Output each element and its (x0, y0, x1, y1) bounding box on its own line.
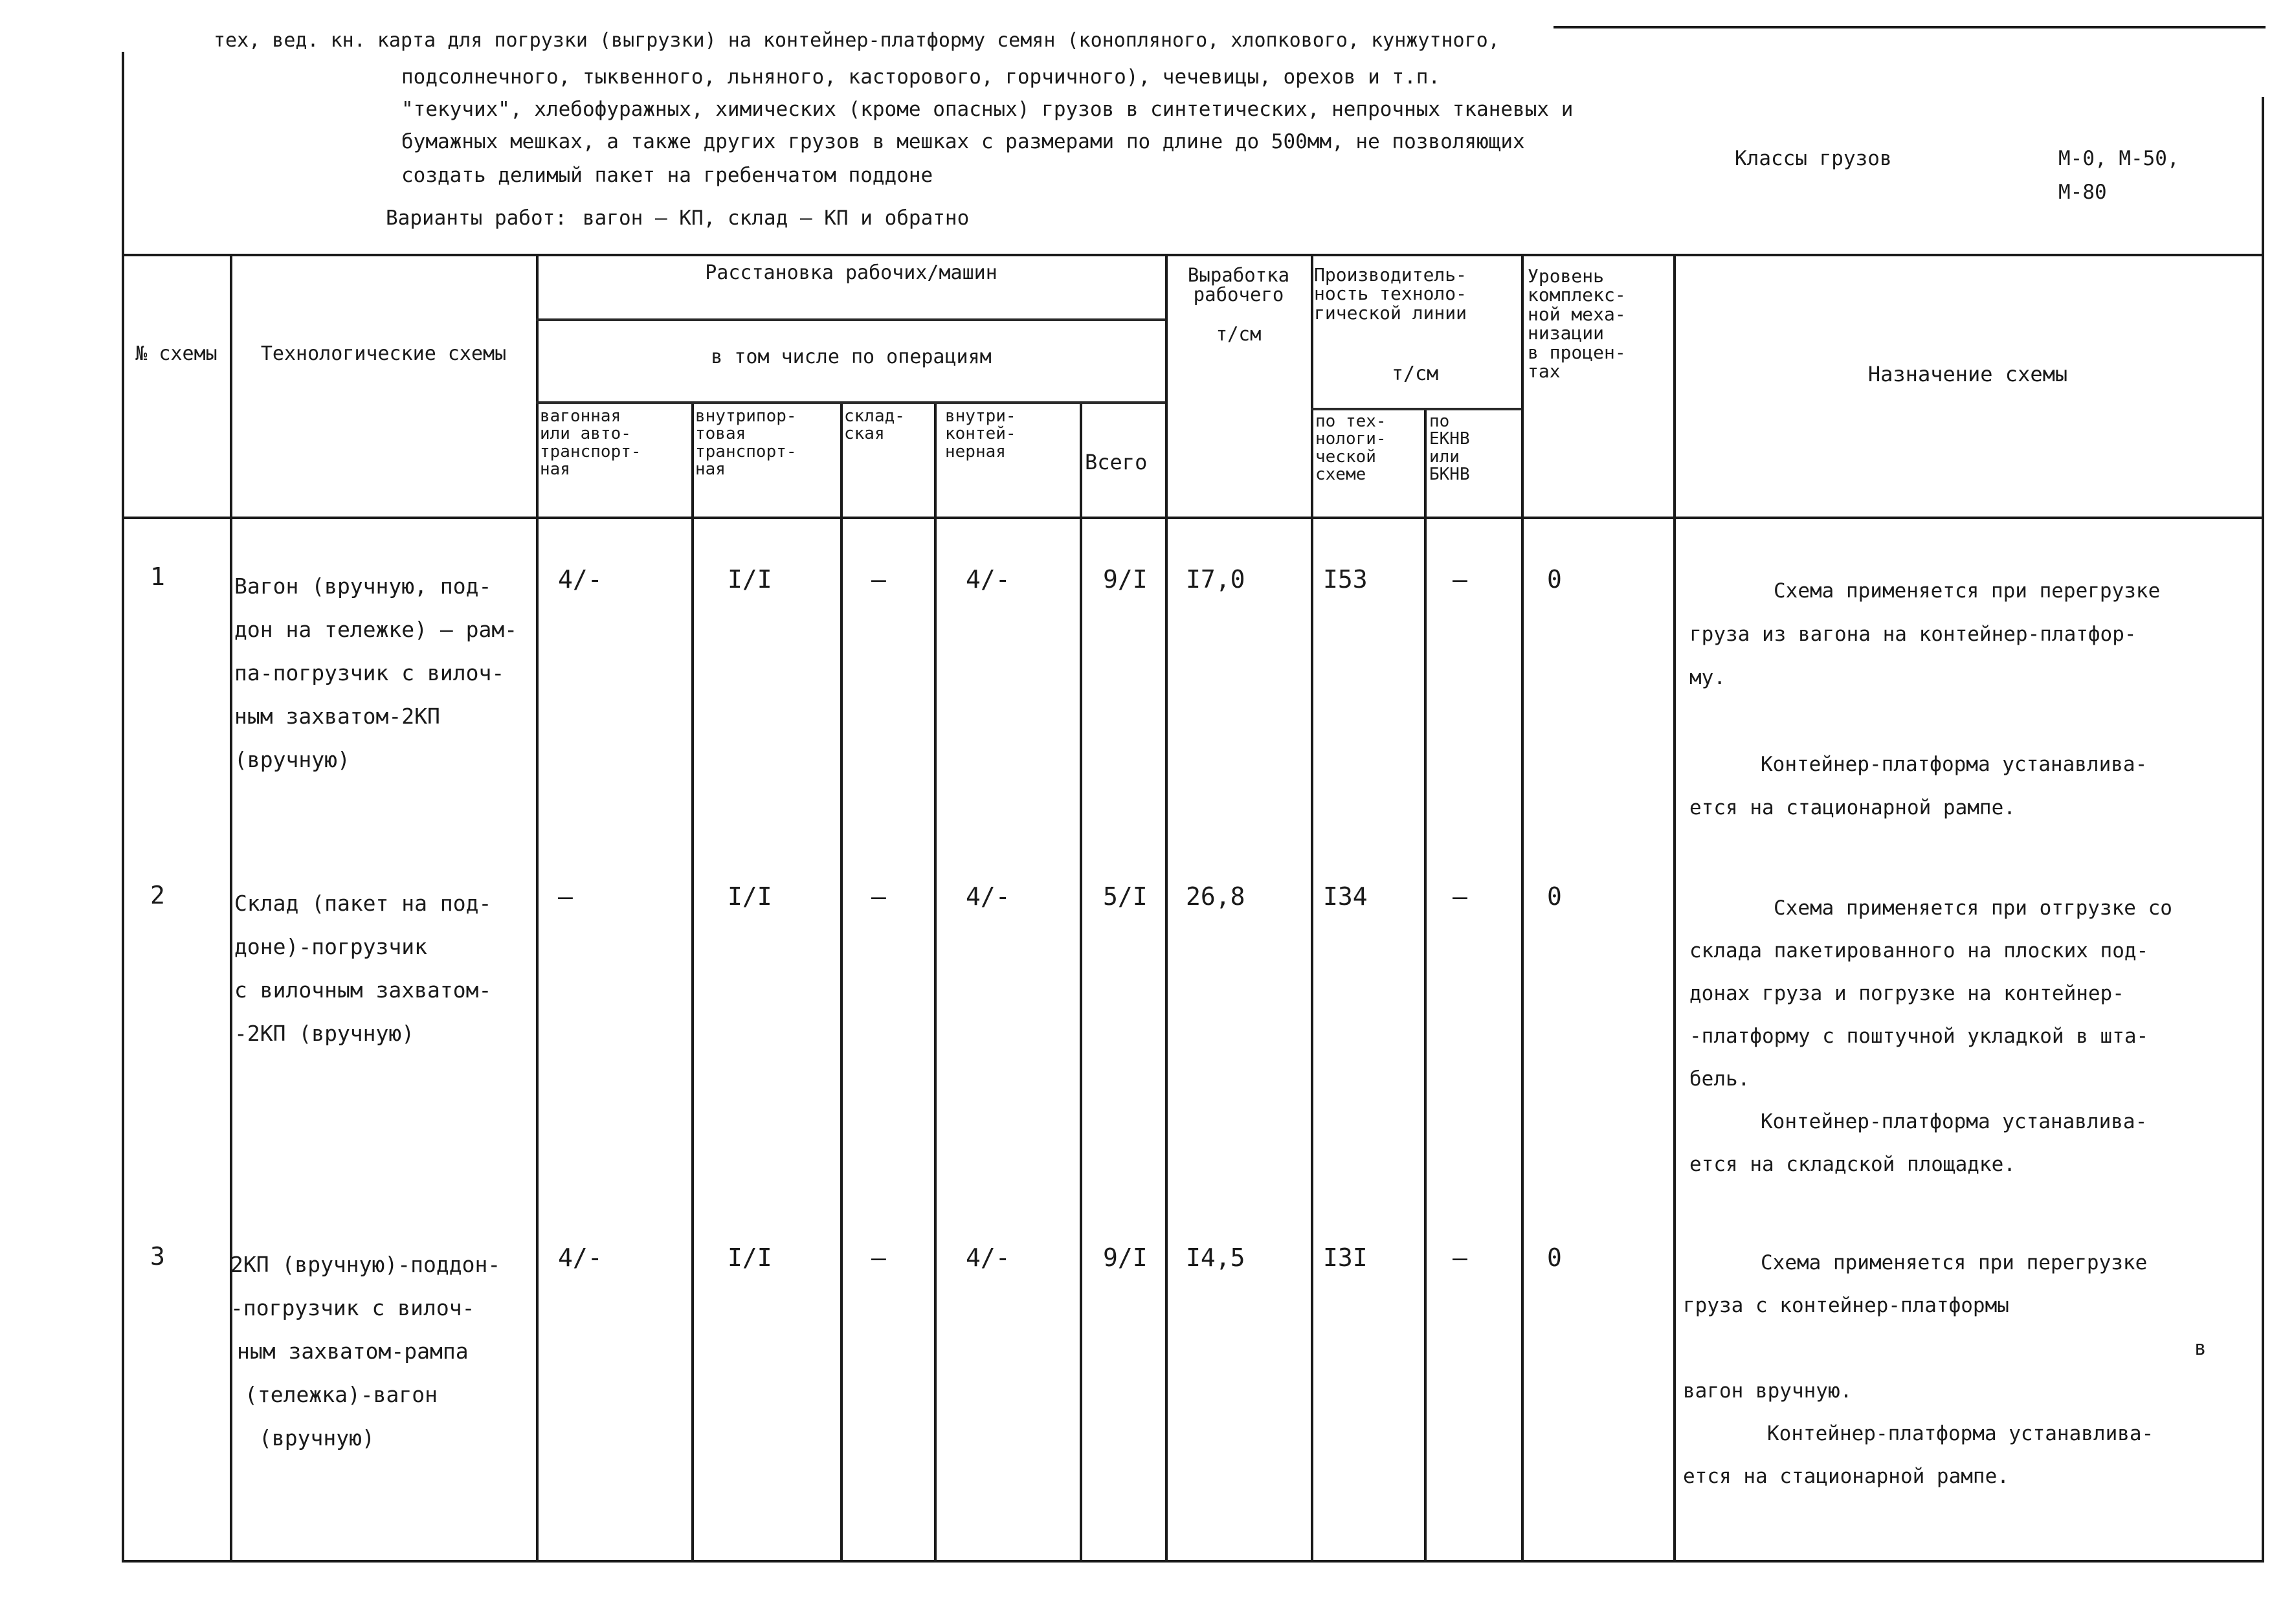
col-header-intracontainer-l3: нерная (945, 441, 1006, 462)
col-header-wagon-l2: или авто- (540, 424, 631, 444)
row-2-purpose-l4: -платформу с поштучной укладкой в шта- (1689, 1025, 2149, 1048)
top-rule (1554, 26, 2266, 28)
ops-sub-rule (536, 401, 1165, 404)
row-1-purpose-l1: Схема применяется при перегрузке (1774, 579, 2161, 603)
row-3-mech: 0 (1547, 1243, 1562, 1272)
row-3-tech (230, 1243, 500, 1460)
row-3-tech-l2: -погрузчик с вилоч- (230, 1295, 475, 1320)
col-header-by-scheme-l4: схеме (1315, 464, 1366, 484)
col-header-output-l1: Выработка (1187, 264, 1290, 286)
col-sep-6 (1080, 401, 1082, 1560)
col-header-by-ekn-l2: ЕКНВ (1429, 429, 1470, 449)
row-2-purpose (1689, 887, 2172, 1186)
row-1-mech: 0 (1547, 565, 1562, 594)
col-header-by-ops: в том числе по операциям (711, 346, 992, 368)
row-3-tech-l4: (тележка)-вагон (245, 1382, 438, 1407)
row-2-tech-l1: Склад (пакет на под- (234, 891, 492, 916)
col-header-placement: Расстановка рабочих/машин (705, 261, 997, 284)
col-sep-7 (1165, 254, 1168, 1560)
col-header-intracontainer-l2: контей- (945, 424, 1016, 444)
col-header-mech-l2: комплекс- (1528, 284, 1626, 306)
title-line-2: подсолнечного, тыквенного, льняного, касторового, горчичного), чечевицы, орехов и т.п. (401, 65, 1441, 89)
row-2-tech (234, 882, 491, 1055)
col-header-by-ekn-l3: или (1429, 447, 1460, 467)
col-header-intracontainer-l1: внутри- (945, 406, 1016, 426)
variants-label: Варианты работ: (386, 206, 567, 230)
row-3-num: 3 (150, 1242, 165, 1271)
row-1-purpose-l3: му. (1689, 666, 1726, 689)
col-header-intracontainer (945, 408, 1016, 461)
col-header-output-l2: рабочего (1193, 284, 1284, 306)
col-header-mech-l1: Уровень (1528, 265, 1605, 287)
row-3-output: I4,5 (1186, 1243, 1245, 1272)
row-2-purpose-l3: донах груза и погрузке на контейнер- (1689, 982, 2124, 1005)
row-2-mech: 0 (1547, 882, 1562, 911)
row-2-warehouse: – (871, 882, 886, 911)
row-2-by-scheme: I34 (1323, 882, 1368, 911)
row-2-purpose-l6: Контейнер-платформа устанавлива- (1761, 1110, 2148, 1133)
row-1-purpose-l2: груза из вагона на контейнер-платфор- (1689, 623, 2137, 646)
row-2-tech-l2: доне)-погрузчик (234, 934, 428, 959)
header-top-rule (122, 254, 2264, 256)
row-1-purpose-l5: Контейнер-платформа устанавлива- (1761, 753, 2148, 776)
col-header-mechanization (1528, 267, 1626, 381)
row-2-purpose-l1: Схема применяется при отгрузке со (1774, 896, 2172, 920)
row-1-tech-l3: па-погрузчик с вилоч- (234, 660, 505, 685)
row-3-total: 9/I (1103, 1243, 1148, 1272)
col-header-warehouse-l2: ская (844, 424, 885, 444)
col-header-by-scheme-l2: нологи- (1315, 429, 1387, 449)
row-3-intraport: I/I (728, 1243, 772, 1272)
title-line-1: тех, вед. кн. карта для погрузки (выгрузки) на контейнер-платформу семян (конопляного, хлопкового, кунжутного, (214, 29, 1500, 52)
col-header-intraport-l4: ная (695, 459, 726, 479)
row-1-tech-l5: (вручную) (234, 747, 350, 772)
col-header-purpose: Назначение схемы (1867, 362, 2068, 386)
row-3-warehouse: – (871, 1243, 886, 1272)
row-1-tech (234, 564, 517, 781)
col-header-intraport-l2: товая (695, 424, 746, 444)
col-header-wagon-l4: ная (540, 459, 570, 479)
col-header-mech-l6: тах (1528, 360, 1561, 382)
col-header-by-scheme (1315, 413, 1387, 484)
col-header-intraport (695, 408, 797, 478)
col-header-productivity-l2: ность техноло- (1314, 283, 1467, 305)
title-line-3: "текучих", хлебофуражных, химических (кроме опасных) грузов в синтетических, непрочных тканевых и (401, 98, 1574, 121)
col-header-by-scheme-l3: ческой (1315, 447, 1376, 467)
header-bottom-rule (122, 517, 2264, 519)
row-1-total: 9/I (1103, 565, 1148, 594)
col-header-by-ekn-l1: по (1429, 412, 1450, 431)
col-sep-11 (1673, 254, 1676, 1560)
col-header-tech (233, 343, 534, 366)
col-header-mech-l4: низации (1528, 322, 1605, 344)
row-1-intraport: I/I (728, 565, 772, 594)
row-1-output: I7,0 (1186, 565, 1245, 594)
col-header-productivity-l1: Производитель- (1314, 264, 1467, 285)
col-header-wagon-l1: вагонная (540, 406, 621, 426)
col-header-warehouse-l1: склад- (844, 406, 905, 426)
row-2-purpose-l7: ется на складской площадке. (1689, 1153, 2016, 1176)
title-line-5: создать делимый пакет на гребенчатом поддоне (401, 164, 933, 187)
frame-left (122, 52, 124, 1560)
row-3-wagon: 4/- (558, 1243, 603, 1272)
col-sep-8 (1311, 254, 1313, 1560)
row-3-tech-l1: 2КП (вручную)-поддон- (230, 1252, 501, 1277)
col-header-productivity (1314, 265, 1467, 322)
cargo-class-value-2: М-80 (2058, 181, 2107, 204)
row-3-by-scheme: I3I (1323, 1243, 1368, 1272)
row-3-purpose-l3: в (2194, 1337, 2207, 1360)
row-2-by-ekn: – (1453, 882, 1467, 911)
row-2-output: 26,8 (1186, 882, 1245, 911)
row-1-tech-l1: Вагон (вручную, под- (234, 573, 492, 599)
row-3-purpose-l1: Схема применяется при перегрузке (1761, 1251, 2148, 1274)
row-1-warehouse: – (871, 565, 886, 594)
col-sep-10 (1521, 254, 1524, 1560)
row-3-purpose-l4: вагон вручную. (1683, 1379, 1853, 1403)
row-3-tech-l3: ным захватом-рампа (237, 1339, 469, 1364)
col-header-intraport-l3: транспорт- (695, 441, 797, 462)
col-header-productivity-unit: т/см (1392, 362, 1439, 385)
row-1-purpose-l6: ется на стационарной рампе. (1689, 796, 2016, 819)
col-header-mech-l3: ной меха- (1528, 303, 1626, 325)
col-header-output-l3 (1169, 305, 1308, 324)
row-2-intracontainer: 4/- (966, 882, 1010, 911)
placement-sub-rule (536, 318, 1165, 321)
col-header-num (123, 343, 230, 366)
row-2-tech-l3: с вилочным захватом- (234, 977, 492, 1003)
row-2-num: 2 (150, 881, 165, 909)
row-3-purpose-l6: ется на стационарной рампе. (1683, 1465, 2009, 1488)
col-header-by-ekn (1429, 413, 1470, 484)
row-1-tech-l4: ным захватом-2КП (234, 704, 440, 729)
col-header-wagon-l3: транспорт- (540, 441, 641, 462)
row-1-wagon: 4/- (558, 565, 603, 594)
col-sep-4 (840, 401, 843, 1560)
col-header-by-scheme-l1: по тех- (1315, 412, 1387, 431)
col-header-by-ekn-l4: БКНВ (1429, 464, 1470, 484)
col-header-intraport-l1: внутрипор- (695, 406, 797, 426)
row-3-tech-l5: (вручную) (259, 1425, 375, 1451)
productivity-sub-rule (1311, 408, 1521, 410)
col-header-output-l4: т/см (1216, 323, 1262, 346)
col-header-mech-l5: в процен- (1528, 341, 1626, 363)
row-3-by-ekn: – (1453, 1243, 1467, 1272)
col-sep-9 (1424, 408, 1427, 1560)
title-line-4: бумажных мешках, а также других грузов в мешках с размерами по длине до 500мм, не позволяющих (401, 130, 1525, 153)
row-2-tech-l4: -2КП (вручную) (234, 1021, 415, 1046)
row-3-purpose-l5: Контейнер-платформа устанавлива- (1767, 1422, 2154, 1445)
row-2-intraport: I/I (728, 882, 772, 911)
row-1-by-ekn: – (1453, 565, 1467, 594)
col-header-tech-text: Технологические схемы (260, 342, 507, 365)
row-1-intracontainer: 4/- (966, 565, 1010, 594)
row-2-total: 5/I (1103, 882, 1148, 911)
table-bottom-rule (122, 1560, 2264, 1563)
col-sep-5 (934, 401, 937, 1560)
row-2-wagon: – (558, 882, 573, 911)
row-3-intracontainer: 4/- (966, 1243, 1010, 1272)
row-2-purpose-l2: склада пакетированного на плоских под- (1689, 939, 2149, 962)
col-header-warehouse (844, 408, 905, 443)
row-2-purpose-l5: бель. (1689, 1067, 1750, 1091)
row-1-purpose (1689, 570, 2160, 830)
row-1-num: 1 (150, 562, 165, 591)
col-header-productivity-l3: гической линии (1314, 302, 1467, 324)
cargo-class-label: Классы грузов (1735, 147, 1892, 170)
col-header-wagon (540, 408, 641, 478)
row-3-purpose (1683, 1241, 2207, 1498)
frame-right (2262, 97, 2264, 1560)
col-header-num-text: № схемы (135, 342, 217, 365)
col-header-output (1169, 265, 1308, 344)
row-1-by-scheme: I53 (1323, 565, 1368, 594)
row-3-purpose-l2: груза с контейнер-платформы (1683, 1294, 2009, 1317)
variants-value: вагон – КП, склад – КП и обратно (583, 206, 970, 230)
col-header-total: Всего (1085, 450, 1148, 474)
cargo-class-value-1: М-0, М-50, (2058, 147, 2179, 170)
row-1-purpose-l4 (1689, 700, 2160, 743)
row-1-tech-l2: дон на тележке) – рам- (234, 617, 518, 642)
col-sep-3 (691, 401, 694, 1560)
col-sep-2 (536, 254, 539, 1560)
